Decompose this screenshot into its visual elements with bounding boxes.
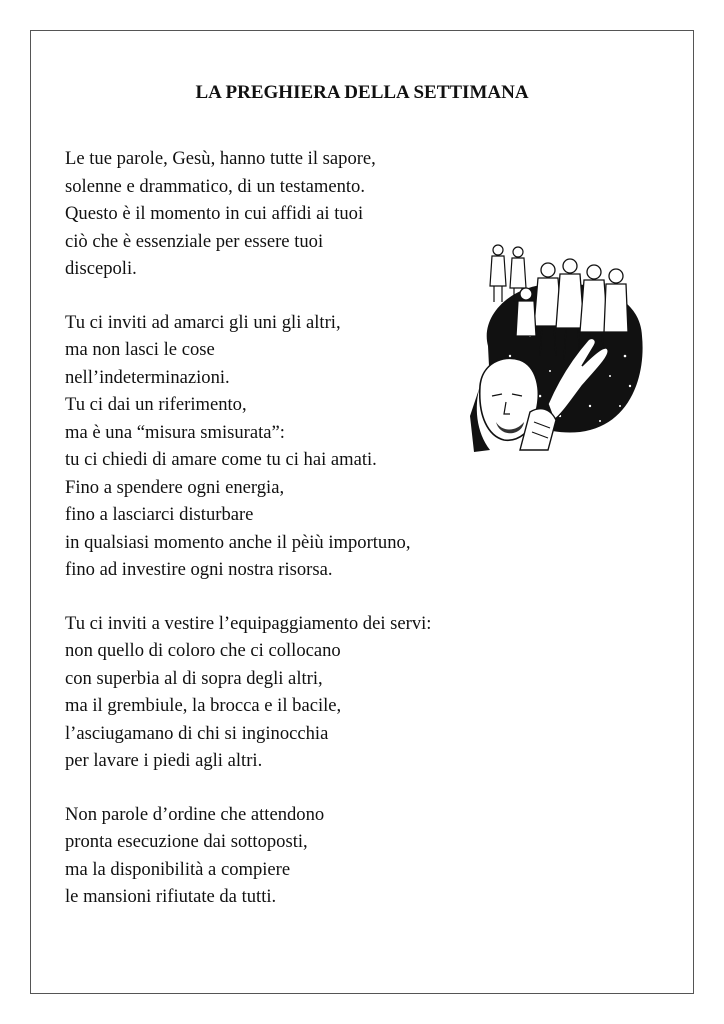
poem-line: non quello di coloro che ci collocano [65, 640, 341, 661]
poem-line: Questo è il momento in cui affidi ai tuoi [65, 203, 364, 224]
stanza-3 [65, 610, 665, 775]
page-title: LA PREGHIERA DELLA SETTIMANA [195, 82, 529, 103]
poem-line: con superbia al di sopra degli altri, [65, 667, 323, 689]
poem-line: le mansioni rifiutate da tutti. [65, 886, 277, 907]
poem-line: discepoli. [65, 258, 137, 279]
poem-line: Le tue parole, Gesù, hanno tutte il sapore, [65, 148, 376, 169]
poem-line: Non parole d’ordine che attendono [65, 803, 325, 825]
poem-line: pronta esecuzione dai sottoposti, [65, 831, 308, 852]
poem-line: Tu ci inviti a vestire l’equipaggiamento dei servi: [65, 612, 432, 634]
poem-line: solenne e drammatico, di un testamento. [65, 175, 365, 197]
poem-line: ma è una “misura smisurata”: [65, 421, 285, 443]
poem-line: fino a lasciarci disturbare [65, 504, 254, 525]
poem-line: nell’indeterminazioni. [65, 366, 230, 388]
poem-line: Fino a spendere ogni energia, [65, 476, 285, 498]
poem-line: ma la disponibilità a compiere [65, 858, 291, 880]
poem-line: ma non lasci le cose [65, 339, 215, 360]
poem-line: l’asciugamano di chi si inginocchia [65, 722, 329, 744]
poem-line: in qualsiasi momento anche il pèiù importuno, [65, 531, 411, 553]
poem-line: per lavare i piedi agli altri. [65, 750, 263, 771]
poem-line: ma il grembiule, la brocca e il bacile, [65, 695, 342, 716]
poem-line: Tu ci dai un riferimento, [65, 394, 247, 415]
poem-line: Tu ci inviti ad amarci gli uni gli altri, [65, 311, 341, 333]
poem-line: ciò che è essenziale per essere tuoi [65, 230, 324, 252]
poem-line: fino ad investire ogni nostra risorsa. [65, 559, 333, 580]
poem-line: tu ci chiedi di amare come tu ci hai amati. [65, 449, 377, 470]
stanza-4 [65, 801, 665, 911]
jesus-with-disciples-illustration [470, 236, 650, 452]
